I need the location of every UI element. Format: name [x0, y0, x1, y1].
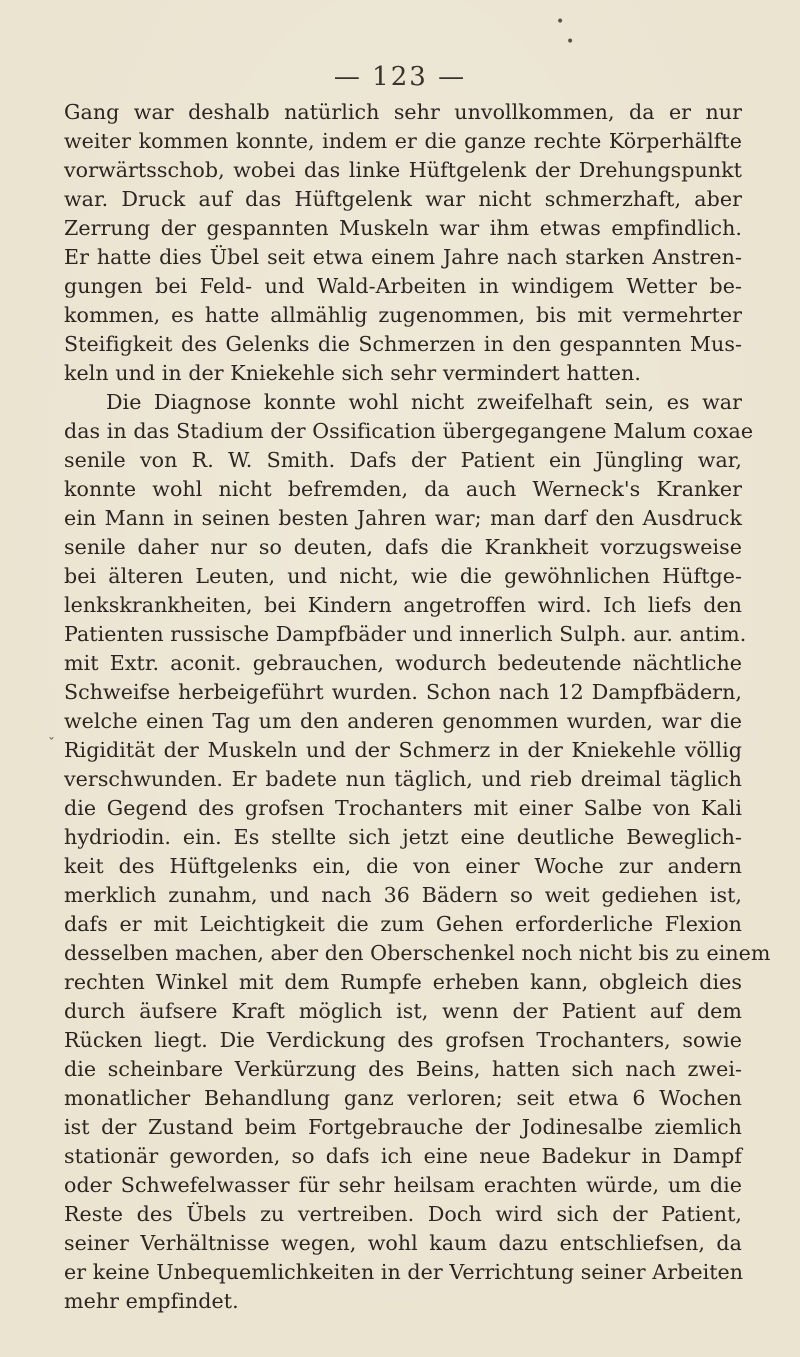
text-line: merklich zunahm, und nach 36 Bädern so weit gediehen ist, [64, 883, 742, 907]
text-line: er keine Unbequemlichkeiten in der Verrichtung seiner Arbeiten [64, 1260, 744, 1284]
text-line: dafs er mit Leichtigkeit die zum Gehen erforderliche Flexion [64, 912, 742, 936]
text-line: desselben machen, aber den Oberschenkel noch nicht bis zu einem [64, 941, 771, 965]
text-line: mehr empfindet. [64, 1289, 239, 1313]
margin-speck: • [566, 34, 575, 50]
paragraph-start-line: Die Diagnose konnte wohl nicht zweifelhaft sein, es war [106, 390, 742, 414]
text-line: gungen bei Feld- und Wald-Arbeiten in windigem Wetter be- [64, 274, 742, 298]
text-line: hydriodin. ein. Es stellte sich jetzt eine deutliche Beweglich- [64, 825, 742, 849]
body-text [64, 98, 771, 1316]
text-line: mit Extr. aconit. gebrauchen, wodurch bedeutende nächtliche [64, 651, 742, 675]
text-line: Schweifse herbeigeführt wurden. Schon nach 12 Dampfbädern, [64, 680, 742, 704]
text-line: senile daher nur so deuten, dafs die Krankheit vorzugsweise [64, 535, 742, 559]
text-line: welche einen Tag um den anderen genommen wurden, war die [64, 709, 742, 733]
text-line: ein Mann in seinen besten Jahren war; man darf den Ausdruck [64, 506, 742, 530]
text-line: seiner Verhältnisse wegen, wohl kaum dazu entschliefsen, da [64, 1231, 742, 1255]
text-line: senile von R. W. Smith. Dafs der Patient ein Jüngling war, [64, 448, 742, 472]
text-line: Zerrung der gespannten Muskeln war ihm etwas empfindlich. [64, 216, 742, 240]
text-line: Gang war deshalb natürlich sehr unvollkommen, da er nur [64, 100, 742, 124]
text-line: Er hatte dies Übel seit etwa einem Jahre nach starken Anstren- [64, 245, 742, 269]
text-line: vorwärtsschob, wobei das linke Hüftgelenk der Drehungspunkt [64, 158, 742, 182]
text-line: rechten Winkel mit dem Rumpfe erheben kann, obgleich dies [64, 970, 742, 994]
text-line: kommen, es hatte allmählig zugenommen, bis mit vermehrter [64, 303, 742, 327]
text-line: das in das Stadium der Ossification übergegangene Malum coxae [64, 419, 754, 443]
margin-speck: ˇ [48, 736, 55, 752]
text-line: war. Druck auf das Hüftgelenk war nicht schmerzhaft, aber [64, 187, 742, 211]
text-line: monatlicher Behandlung ganz verloren; seit etwa 6 Wochen [64, 1086, 742, 1110]
text-line: die scheinbare Verkürzung des Beins, hatten sich nach zwei- [64, 1057, 742, 1081]
text-line: oder Schwefelwasser für sehr heilsam erachten würde, um die [64, 1173, 742, 1197]
text-line: konnte wohl nicht befremden, da auch Werneck's Kranker [64, 477, 742, 501]
text-line: Rücken liegt. Die Verdickung des grofsen Trochanters, sowie [64, 1028, 742, 1052]
text-line: stationär geworden, so dafs ich eine neue Badekur in Dampf [64, 1144, 742, 1168]
text-line: bei älteren Leuten, und nicht, wie die gewöhnlichen Hüftge- [64, 564, 742, 588]
text-line: Reste des Übels zu vertreiben. Doch wird sich der Patient, [64, 1202, 742, 1226]
text-line: verschwunden. Er badete nun täglich, und rieb dreimal täglich [64, 767, 742, 791]
margin-speck: • [556, 14, 565, 30]
text-line: Steifigkeit des Gelenks die Schmerzen in den gespannten Mus- [64, 332, 742, 356]
page-number: — 123 — [333, 62, 467, 92]
text-line: Patienten russische Dampfbäder und innerlich Sulph. aur. antim. [64, 622, 747, 646]
text-line: Rigidität der Muskeln und der Schmerz in der Kniekehle völlig [64, 738, 742, 762]
text-line: keln und in der Kniekehle sich sehr vermindert hatten. [64, 361, 641, 385]
text-line: keit des Hüftgelenks ein, die von einer Woche zur andern [64, 854, 742, 878]
text-line: ist der Zustand beim Fortgebrauche der Jodinesalbe ziemlich [64, 1115, 742, 1139]
text-line: weiter kommen konnte, indem er die ganze rechte Körperhälfte [64, 129, 742, 153]
text-line: lenkskrankheiten, bei Kindern angetroffen wird. Ich liefs den [64, 593, 742, 617]
text-line: die Gegend des grofsen Trochanters mit einer Salbe von Kali [64, 796, 742, 820]
text-line: durch äufsere Kraft möglich ist, wenn der Patient auf dem [64, 999, 742, 1023]
